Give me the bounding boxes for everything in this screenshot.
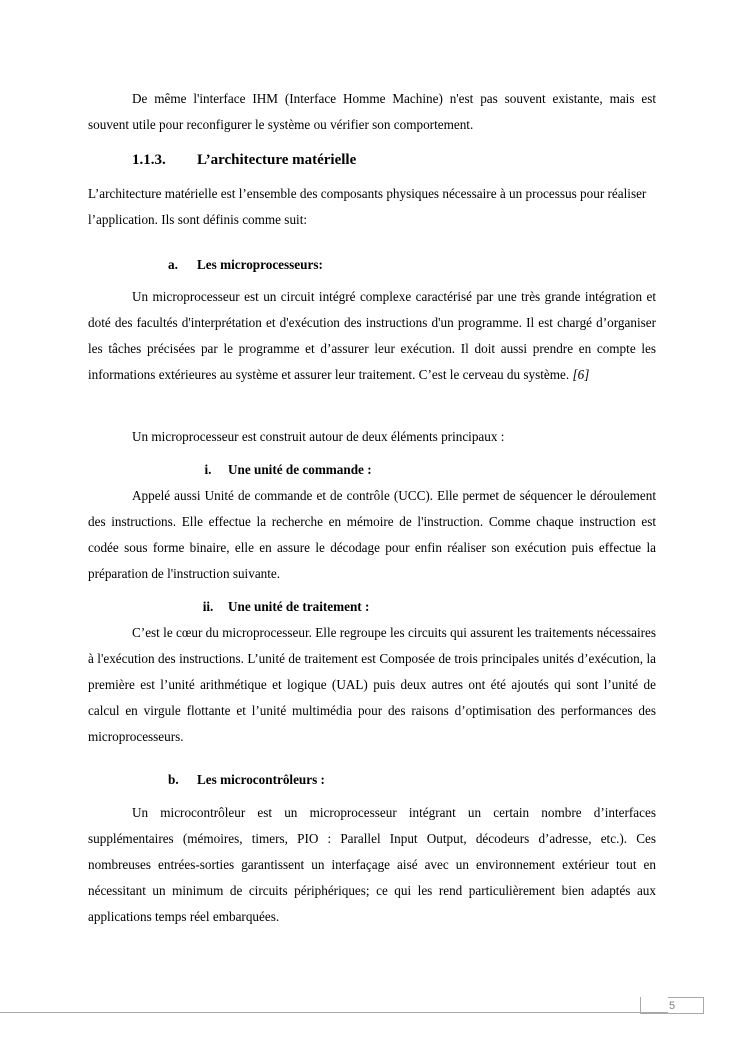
section-number: 1.1.3. [132, 152, 166, 168]
heading-microcontroleurs [88, 770, 736, 790]
heading-title: Les microcontrôleurs : [197, 772, 325, 787]
paragraph-ihm: De même l'interface IHM (Interface Homme Machine) n'est pas souvent existante, mais est souvent utile pour reconfigurer le système ou vérifier son comportement. [88, 91, 656, 132]
heading-marker: i. [204, 462, 212, 477]
section-heading [88, 150, 700, 170]
paragraph-unite-commande: Appelé aussi Unité de commande et de contrôle (UCC). Elle permet de séquencer le déroulement des instructions. Elle effectue la recherche en mémoire de l'instruction. Comme chaque instruction est codée sous forme binaire, elle en assure le décodage pour enfin réaliser son exécution puis effectue la préparation de l'instruction suivante. [88, 488, 656, 581]
paragraph-text: Un microprocesseur est un circuit intégré complexe caractérisé par une très grande intégration et doté des facultés d'interprétation et d'exécution des instructions d'un programme. Il est chargé d’organiser les tâches précisées par le programme et d’assurer leur exécution. Il doit aussi prendre en compte les informations extérieures au système et assurer leur traitement. C’est le cerveau du système. [88, 289, 656, 382]
paragraph-microprocesseur [88, 284, 656, 388]
page-number: 5 [668, 1000, 676, 1012]
paragraph-architecture: L’architecture matérielle est l’ensemble des composants physiques nécessaire à un processus pour réaliser l’application. Ils sont définis comme suit: [88, 186, 647, 227]
heading-marker: a. [168, 257, 178, 272]
footer-rule [0, 1012, 668, 1013]
heading-title: Une unité de commande : [228, 462, 372, 477]
heading-unite-commande [88, 460, 745, 480]
paragraph-elements: Un microprocesseur est construit autour de deux éléments principaux : [132, 429, 505, 444]
heading-title: Les microprocesseurs: [197, 257, 323, 272]
heading-title: Une unité de traitement : [228, 599, 370, 614]
heading-marker: ii. [202, 599, 214, 614]
heading-marker: b. [168, 772, 179, 787]
citation-ref: [6] [572, 367, 590, 382]
paragraph-microcontroleur: Un microcontrôleur est un microprocesseur intégrant un certain nombre d’interfaces supplémentaires (mémoires, timers, PIO : Parallel Input Output, décodeurs d’adresse, etc.). Ces nombreuses entrées-sorties garantissent un interfaçage aisé avec un environnement extérieur tout en nécessitant un minimum de circuits périphériques; ce qui les rend particulièrement bien adaptés aux applications temps réel embarquées. [88, 805, 656, 924]
section-title: L’architecture matérielle [197, 152, 357, 168]
paragraph-unite-traitement: C’est le cœur du microprocesseur. Elle regroupe les circuits qui assurent les traitements nécessaires à l'exécution des instructions. L’unité de traitement est Composée de trois principales unités d’exécution, la première est l’unité arithmétique et logique (UAL) puis deux autres ont été ajoutés qui sont l’unité de calcul en virgule flottante et l’unité multimédia pour des raisons d’optimisation des performances des microprocesseurs. [88, 625, 656, 744]
page-number-box-top [668, 997, 703, 998]
heading-microprocesseurs [88, 255, 736, 275]
heading-unite-traitement [88, 597, 745, 617]
